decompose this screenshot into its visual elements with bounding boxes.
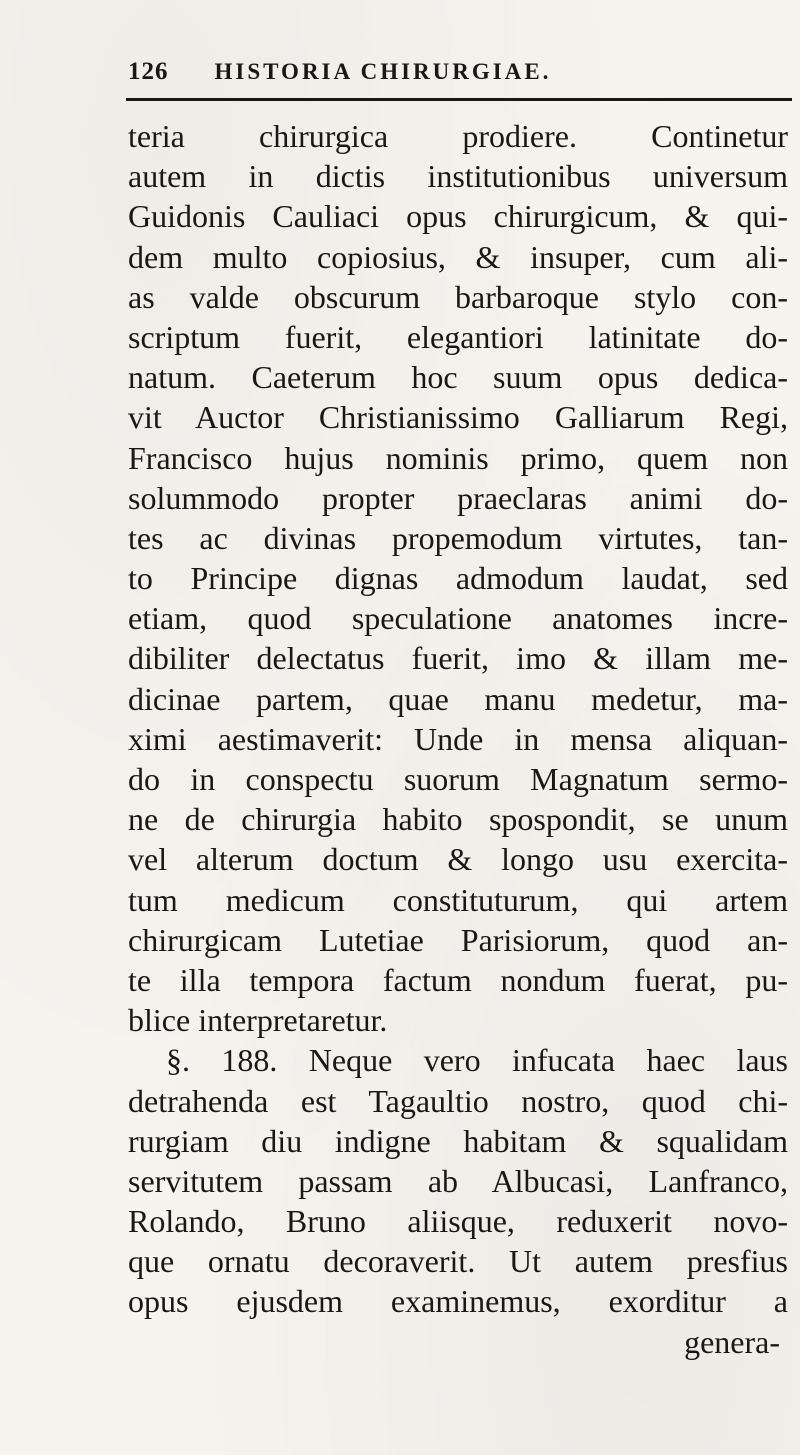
text-line: as valde obscurum barbaroque stylo con- [128,278,788,315]
page-header [128,58,788,98]
text-line: que ornatu decoraverit. Ut autem presfius [128,1243,788,1280]
catchword: genera- [684,1323,780,1360]
text-line: scriptum fuerit, elegantiori latinitate do- [128,318,788,355]
text-line: dem multo copiosius, & insuper, cum ali- [128,238,788,275]
text-line: do in conspectu suorum Magnatum sermo- [128,761,788,797]
text-line: ne de chirurgia habito spospondit, se unum [128,801,788,838]
text-line: servitutem passam ab Albucasi, Lanfranco, [128,1162,788,1199]
text-line: rurgiam diu indigne habitam & squalidam [128,1122,788,1159]
text-line: tum medicum constituturum, qui artem [128,881,788,918]
text-line: te illa tempora factum nondum fuerat, pu- [128,961,788,998]
text-line: etiam, quod speculatione anatomes incre- [128,600,788,637]
running-head: HISTORIA CHIRURGIAE. [214,59,552,84]
text-line: Rolando, Bruno aliisque, reduxerit novo- [128,1203,788,1240]
section-start-line: §. 188. Neque vero infucata haec laus [166,1042,788,1079]
text-line: vel alterum doctum & longo usu exercita- [128,841,788,878]
body-text [128,116,788,1362]
header-rule [126,98,792,101]
paragraph-end-line: blice interpretaretur. [128,1002,388,1039]
text-line: ximi aestimaverit: Unde in mensa aliquan- [128,720,788,757]
text-line: chirurgicam Lutetiae Parisiorum, quod an- [128,921,788,958]
text-line: teria chirurgica prodiere. Continetur [128,118,788,154]
text-line: dicinae partem, quae manu medetur, ma- [128,680,788,717]
text-line: tes ac divinas propemodum virtutes, tan- [128,519,788,556]
text-line: solummodo propter praeclaras animi do- [128,479,788,516]
page-number: 126 [128,58,169,85]
text-line: natum. Caeterum hoc suum opus dedica- [128,359,788,396]
text-line: detrahenda est Tagaultio nostro, quod chi- [128,1082,788,1119]
text-line: to Principe dignas admodum laudat, sed [128,560,788,597]
text-line: autem in dictis institutionibus universum [128,158,788,195]
text-line: opus ejusdem examinemus, exorditur a [128,1283,788,1320]
text-line: Francisco hujus nominis primo, quem non [128,439,788,476]
text-line: vit Auctor Christianissimo Galliarum Regi, [128,399,788,436]
text-line: Guidonis Cauliaci opus chirurgicum, & qui- [128,198,788,235]
text-line: dibiliter delectatus fuerit, imo & illam me- [128,640,788,677]
